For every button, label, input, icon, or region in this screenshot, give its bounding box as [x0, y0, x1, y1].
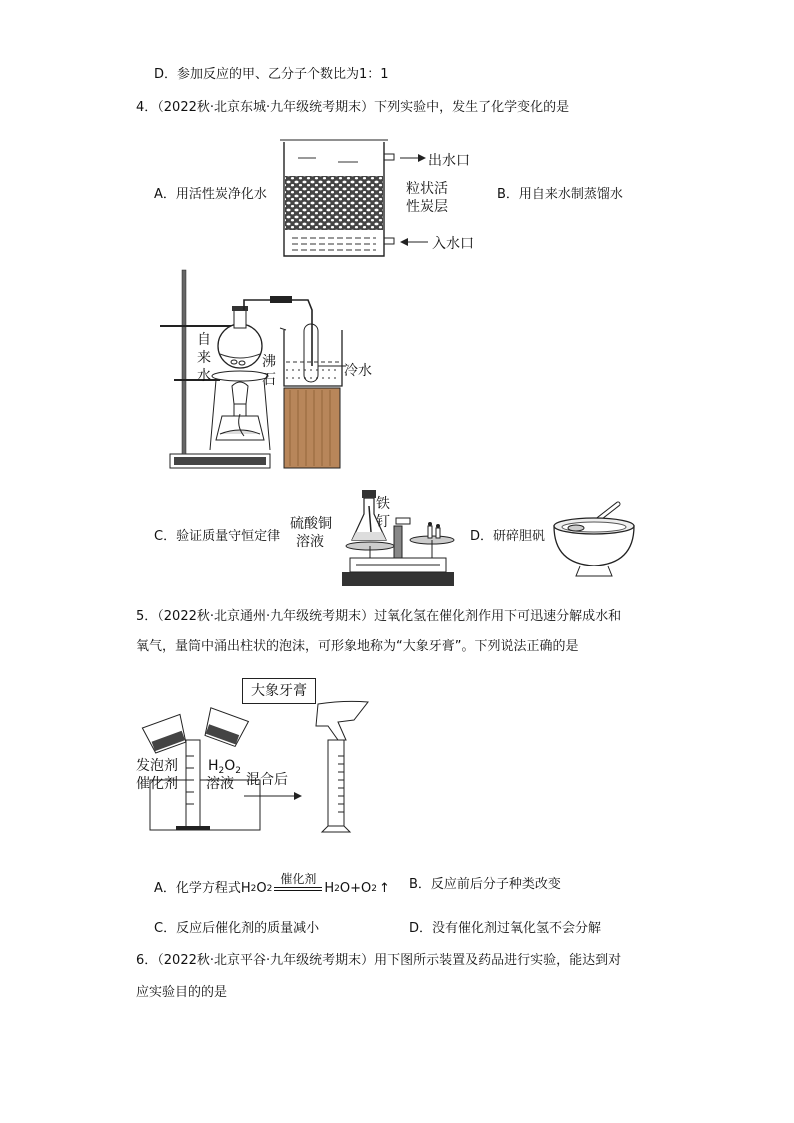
catalyst-condition: 催化剂 [280, 872, 317, 886]
q4-option-a: A．用活性炭净化水 [154, 187, 267, 202]
q5-stem-line-1: 5．（2022秋·北京通州·九年级统考期末）过氧化氢在催化剂作用下可迅速分解成水和 [136, 609, 622, 624]
q6-stem-line-1: 6．（2022秋·北京平谷·九年级统考期末）用下图所示装置及药品进行实验，能达到对 [136, 953, 622, 968]
outlet-label: 出水口 [428, 153, 470, 169]
q3-option-d: D．参加反应的甲、乙分子个数比为1：1 [154, 67, 389, 82]
q5-stem-line-2: 氧气，量筒中涌出柱状的泡沫，可形象地称为“大象牙膏”。下列说法正确的是 [136, 639, 579, 654]
q6-stem-line-2: 应实验目的的是 [136, 985, 228, 1000]
carbon-layer-label-1: 粒状活 [406, 181, 448, 197]
q4-stem: 4．（2022秋·北京东城·九年级统考期末）下列实验中，发生了化学变化的是 [136, 100, 570, 115]
q5-option-d: D．没有催化剂过氧化氢不会分解 [409, 921, 602, 936]
tap-water-label-1: 自 [197, 332, 211, 348]
equation-bar [274, 887, 322, 891]
q4-option-b: B．用自来水制蒸馏水 [497, 187, 623, 202]
h2o2-label: $H_2O_2$ [208, 758, 242, 776]
q5-option-a: A．化学方程式H 2 O 2 催化剂 H 2 O+O 2 ↑ [154, 872, 390, 896]
copper-sulfate-label-1: 硫酸铜 [290, 516, 332, 532]
elephant-toothpaste-title: 大象牙膏 [242, 678, 316, 704]
catalyst-label: 催化剂 [136, 776, 178, 792]
iron-nail-label-1: 铁 [376, 496, 390, 512]
tap-water-label-2: 来 [197, 350, 211, 366]
mortar-figure [546, 498, 642, 582]
cold-water-label: 冷水 [344, 363, 372, 379]
q4-option-c: C．验证质量守恒定律 [154, 529, 281, 544]
iron-nail-label-2: 钉 [376, 514, 390, 530]
tap-water-label-3: 水 [197, 368, 211, 384]
carbon-layer-label-2: 性炭层 [406, 199, 448, 215]
foaming-agent-label: 发泡剂 [136, 758, 178, 774]
solution-label: 溶液 [206, 776, 234, 792]
q4-option-d: D．研碎胆矾 [470, 529, 546, 544]
inlet-label: 入水口 [432, 236, 474, 252]
q5-option-b: B．反应前后分子种类改变 [409, 877, 561, 892]
boiling-chip-label-2: 石 [262, 372, 276, 388]
copper-sulfate-label-2: 溶液 [296, 534, 324, 550]
balance-figure [336, 486, 462, 592]
elephant-toothpaste-figure [148, 700, 388, 836]
boiling-chip-label-1: 沸 [262, 354, 276, 370]
q5-option-c: C．反应后催化剂的质量减小 [154, 921, 320, 936]
after-mixing-label: 混合后 [246, 772, 288, 788]
